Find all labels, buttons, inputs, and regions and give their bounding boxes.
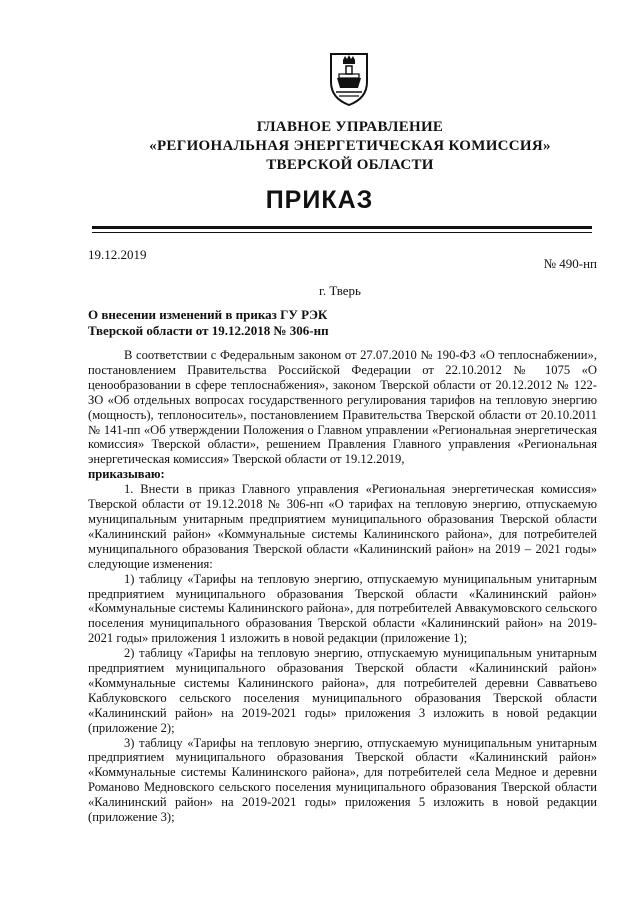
org-title-line-1: ГЛАВНОЕ УПРАВЛЕНИЕ xyxy=(256,119,444,135)
header-divider-thick xyxy=(92,226,592,229)
coat-of-arms-icon xyxy=(329,52,369,106)
org-title-line-3: ТВЕРСКОЙ ОБЛАСТИ xyxy=(266,157,434,173)
document-subject xyxy=(88,307,388,339)
preamble-paragraph: В соответствии с Федеральным законом от 27.07.2010 № 190-ФЗ «О теплоснабжении», постановлением Правительства Российской Федерации от 22.10.2012 № 1075 «О ценообразовании в сфере теплоснабжения», законом Тверской области от 20.12.2012 № 122-ЗО «Об отдельных вопросах государственного регулирования тарифов на тепловую энергию (мощность), теплоноситель», постановлением Правительства Тверской области от 20.10.2011 № 141-пп «Об утверждении Положения о Главном управлении «Региональная энергетическая комиссия» Тверской области», решением Правления Главного управления «Региональная энергетическая комиссия» Тверской области от 19.12.2019, xyxy=(88,348,597,467)
header-divider-thin xyxy=(92,232,592,233)
subitem-3-paragraph: 3) таблицу «Тарифы на тепловую энергию, отпускаемую муниципальным унитарным предприятием муниципального образования Тверской области «Калининский район» «Коммунальные системы Калининского района», для потребителей села Медное и деревни Романово Медновского сельского поселения муниципального образования Тверской области «Калининский район» на 2019-2021 годы» приложения 5 изложить в новой редакции (приложение 3); xyxy=(88,735,597,825)
subject-line-1: О внесении изменений в приказ ГУ РЭК xyxy=(88,307,328,322)
subject-line-2: Тверской области от 19.12.2018 № 306-нп xyxy=(88,323,329,338)
document-city: г. Тверь xyxy=(319,283,361,298)
document-date: 19.12.2019 xyxy=(88,247,147,262)
subitem-1-paragraph: 1) таблицу «Тарифы на тепловую энергию, отпускаемую муниципальным унитарным предприятием муниципального образования Тверской области «Калининский район» «Коммунальные системы Калининского района», для потребителей Аввакумовского сельского поселения муниципального образования Тверской области «Калининский район» на 2019-2021 годы» приложения 1 изложить в новой редакции (приложение 1); xyxy=(88,571,597,646)
document-number: № 490-нп xyxy=(543,256,597,271)
decree-word: приказываю: xyxy=(88,467,165,482)
item-1-paragraph: 1. Внести в приказ Главного управления «Региональная энергетическая комиссия» Тверской области от 19.12.2018 № 306-нп «О тарифах на тепловую энергию, отпускаемую муниципальным унитарным предприятием муниципального образования Тверской области «Калининский район» «Коммунальные системы Калининского района», для потребителей муниципального образования Тверской области «Калининский район» на 2019 – 2021 годы» следующие изменения: xyxy=(88,482,597,571)
document-body xyxy=(88,348,597,825)
subitem-2-paragraph: 2) таблицу «Тарифы на тепловую энергию, отпускаемую муниципальным унитарным предприятием муниципального образования Тверской области «Калининский район» «Коммунальные системы Калининского района», для потребителей деревни Савватьево Каблуковского сельского поселения муниципального образования Тверской области «Калининский район» на 2019-2021 годы» приложения 3 изложить в новой редакции (приложение 2); xyxy=(88,646,597,735)
org-title-line-2: «РЕГИОНАЛЬНАЯ ЭНЕРГЕТИЧЕСКАЯ КОМИССИЯ» xyxy=(149,138,551,154)
document-type-title: ПРИКАЗ xyxy=(265,186,374,214)
